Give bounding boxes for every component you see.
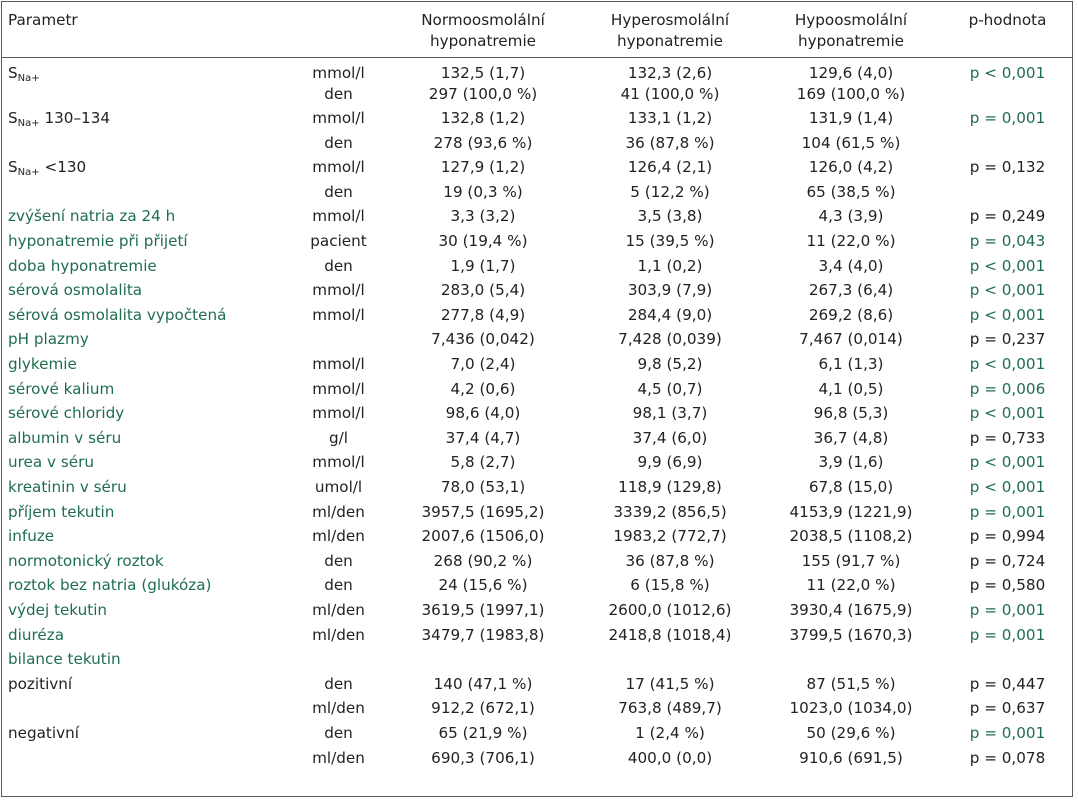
p-value: p = 0,994 — [969, 527, 1046, 546]
normo-value: 690,3 (706,1) — [431, 748, 535, 767]
sna-symbol: S — [8, 109, 18, 128]
results-table — [2, 2, 1072, 772]
normo-value: 5,8 (2,7) — [450, 453, 516, 472]
normo-value: 19 (0,3 %) — [443, 182, 523, 201]
param-cell: roztok bez natria (glukóza) — [8, 576, 212, 595]
normo-value: 1,9 (1,7) — [450, 256, 516, 275]
hyper-value: 400,0 (0,0) — [627, 748, 713, 767]
hypo-value: 4,1 (0,5) — [818, 379, 884, 398]
unit-cell: pacient — [310, 232, 367, 251]
sna-subscript: Na+ — [17, 72, 40, 84]
table-row — [2, 698, 1072, 723]
param-cell: urea v séru — [8, 453, 94, 472]
sna-subscript: Na+ — [17, 167, 40, 179]
sna-symbol: S — [8, 158, 18, 177]
param-cell: zvýšení natria za 24 h — [8, 207, 176, 226]
param-cell: příjem tekutin — [8, 502, 115, 521]
hypo-value: 11 (22,0 %) — [806, 576, 896, 595]
p-value: p = 0,580 — [969, 576, 1046, 595]
normo-value: 65 (21,9 %) — [438, 723, 528, 742]
hyper-value: 98,1 (3,7) — [632, 404, 708, 423]
unit-cell: den — [324, 576, 353, 595]
unit-cell: den — [324, 84, 353, 103]
header-group2-line2: hyponatremie — [616, 32, 724, 50]
param-cell — [2, 84, 292, 109]
unit-cell: umol/l — [314, 478, 363, 496]
unit-cell: den — [324, 674, 353, 693]
unit-cell: mmol/l — [312, 404, 365, 423]
p-value: p = 0,132 — [969, 158, 1046, 177]
hypo-value: 267,3 (6,4) — [808, 281, 894, 300]
hypo-value: 11 (22,0 %) — [806, 232, 896, 251]
p-value: p = 0,001 — [969, 502, 1046, 521]
table-row — [2, 551, 1072, 576]
hyper-value: 2418,8 (1018,4) — [608, 625, 732, 644]
table-row — [2, 182, 1072, 207]
p-value: p < 0,001 — [969, 256, 1046, 275]
hyper-value: 3339,2 (856,5) — [613, 502, 727, 521]
unit-cell: mmol/l — [312, 379, 365, 398]
normo-value: 3479,7 (1983,8) — [421, 625, 545, 644]
table-row — [2, 649, 1072, 674]
table-row — [2, 305, 1072, 330]
table-row — [2, 428, 1072, 453]
header-group2 — [581, 2, 759, 57]
unit-cell: mmol/l — [312, 207, 365, 226]
table-row — [2, 280, 1072, 305]
normo-value: 24 (15,6 %) — [438, 576, 528, 595]
p-value: p = 0,078 — [969, 748, 1046, 767]
header-row — [2, 2, 1072, 57]
p-value: p = 0,001 — [969, 625, 1046, 644]
unit-cell: den — [324, 182, 353, 201]
hyper-value: 5 (12,2 %) — [630, 182, 710, 201]
p-value: p = 0,237 — [969, 330, 1046, 349]
param-cell: pH plazmy — [8, 330, 89, 349]
hyper-value: 132,3 (2,6) — [627, 63, 713, 82]
unit-cell: ml/den — [312, 748, 365, 767]
param-cell: bilance tekutin — [8, 650, 121, 669]
hypo-value: 129,6 (4,0) — [808, 63, 894, 82]
hyper-value: 126,4 (2,1) — [627, 158, 713, 177]
normo-value: 912,2 (672,1) — [431, 699, 535, 718]
hyper-value: 6 (15,8 %) — [630, 576, 710, 595]
p-value — [943, 182, 1072, 207]
table-row — [2, 625, 1072, 650]
table-row — [2, 723, 1072, 748]
normo-value: 140 (47,1 %) — [433, 674, 533, 693]
hyper-value: 9,9 (6,9) — [637, 453, 703, 472]
p-value: p < 0,001 — [969, 305, 1046, 324]
p-value: p = 0,733 — [969, 428, 1046, 447]
hypo-value: 3799,5 (1670,3) — [789, 625, 913, 644]
header-group1-line1: Normoosmolální — [421, 11, 545, 29]
header-unit — [292, 2, 385, 57]
hyper-value: 1,1 (0,2) — [637, 256, 703, 275]
hypo-value: 96,8 (5,3) — [813, 404, 889, 423]
header-p-value: p-hodnota — [943, 2, 1072, 57]
hypo-value: 50 (29,6 %) — [806, 723, 896, 742]
unit-cell: den — [324, 723, 353, 742]
p-value: p = 0,724 — [969, 551, 1046, 570]
param-cell: infuze — [8, 527, 55, 546]
p-value: p = 0,001 — [969, 723, 1046, 742]
param-cell: pozitivní — [8, 674, 73, 693]
unit-cell: ml/den — [312, 699, 365, 718]
unit-cell: ml/den — [312, 502, 365, 521]
normo-value — [385, 649, 581, 674]
param-suffix: 130–134 — [39, 109, 111, 128]
normo-value: 278 (93,6 %) — [433, 133, 533, 152]
table-row — [2, 206, 1072, 231]
table-frame — [1, 1, 1073, 797]
p-value: p < 0,001 — [969, 63, 1046, 82]
unit-cell: den — [324, 256, 353, 275]
hyper-value: 3,5 (3,8) — [637, 207, 703, 226]
table-row — [2, 108, 1072, 133]
normo-value: 98,6 (4,0) — [445, 404, 521, 423]
normo-value: 132,8 (1,2) — [440, 109, 526, 128]
hypo-value: 1023,0 (1034,0) — [789, 699, 913, 718]
normo-value: 7,0 (2,4) — [450, 355, 516, 374]
hypo-value: 126,0 (4,2) — [808, 158, 894, 177]
hyper-value: 17 (41,5 %) — [625, 674, 715, 693]
normo-value: 3619,5 (1997,1) — [421, 600, 545, 619]
hyper-value: 1 (2,4 %) — [635, 723, 705, 742]
table-row — [2, 231, 1072, 256]
normo-value: 268 (90,2 %) — [433, 551, 533, 570]
table-row — [2, 379, 1072, 404]
hyper-value: 133,1 (1,2) — [627, 109, 713, 128]
unit-cell: mmol/l — [312, 281, 365, 300]
hyper-value: 9,8 (5,2) — [637, 355, 703, 374]
hypo-value: 169 (100,0 %) — [796, 84, 906, 103]
normo-value: 30 (19,4 %) — [438, 232, 528, 251]
hyper-value: 118,9 (129,8) — [618, 478, 722, 496]
normo-value: 37,4 (4,7) — [445, 428, 521, 447]
table-row — [2, 674, 1072, 699]
p-value: p < 0,001 — [969, 355, 1046, 374]
hypo-value: 269,2 (8,6) — [808, 305, 894, 324]
hypo-value: 155 (91,7 %) — [801, 551, 901, 570]
hypo-value: 65 (38,5 %) — [806, 182, 896, 201]
normo-value: 4,2 (0,6) — [450, 379, 516, 398]
param-cell: negativní — [8, 723, 79, 742]
p-value: p = 0,447 — [969, 674, 1046, 693]
param-cell — [2, 108, 292, 133]
normo-value: 7,436 (0,042) — [431, 330, 535, 349]
header-group3 — [759, 2, 943, 57]
table-row — [2, 477, 1072, 502]
hypo-value: 87 (51,5 %) — [806, 674, 896, 693]
table-row — [2, 748, 1072, 773]
header-group2-line1: Hyperosmolální — [610, 11, 730, 29]
hyper-value: 2600,0 (1012,6) — [608, 600, 732, 619]
hyper-value: 36 (87,8 %) — [625, 551, 715, 570]
param-cell — [2, 698, 292, 723]
param-cell: hyponatremie při přijetí — [8, 232, 188, 251]
param-cell: sérové chloridy — [8, 404, 125, 423]
param-cell: výdej tekutin — [8, 600, 108, 619]
p-value: p < 0,001 — [969, 478, 1046, 496]
normo-value: 3957,5 (1695,2) — [421, 502, 545, 521]
hyper-value: 15 (39,5 %) — [625, 232, 715, 251]
param-cell — [2, 133, 292, 158]
hyper-value: 284,4 (9,0) — [627, 305, 713, 324]
table-row — [2, 600, 1072, 625]
p-value: p < 0,001 — [969, 404, 1046, 423]
p-value: p = 0,043 — [969, 232, 1046, 251]
hypo-value: 131,9 (1,4) — [808, 109, 894, 128]
table-row — [2, 526, 1072, 551]
param-cell: sérová osmolalita — [8, 281, 143, 300]
param-cell: sérová osmolalita vypočtená — [8, 305, 227, 324]
header-group3-line2: hyponatremie — [797, 32, 905, 50]
hypo-value: 4153,9 (1221,9) — [789, 502, 913, 521]
sna-subscript: Na+ — [17, 118, 40, 130]
hypo-value: 3,9 (1,6) — [818, 453, 884, 472]
hypo-value: 104 (61,5 %) — [801, 133, 901, 152]
table-row — [2, 575, 1072, 600]
table-row — [2, 452, 1072, 477]
table-row — [2, 403, 1072, 428]
param-cell — [2, 157, 292, 182]
unit-cell: mmol/l — [312, 355, 365, 374]
table-body — [2, 57, 1072, 772]
hypo-value: 2038,5 (1108,2) — [789, 527, 913, 546]
table-row — [2, 57, 1072, 84]
param-cell — [2, 57, 292, 84]
unit-cell: ml/den — [312, 625, 365, 644]
table-row — [2, 133, 1072, 158]
unit-cell: mmol/l — [312, 453, 365, 472]
hypo-value: 6,1 (1,3) — [818, 355, 884, 374]
p-value: p = 0,249 — [969, 207, 1046, 226]
param-cell — [2, 182, 292, 207]
hyper-value: 303,9 (7,9) — [627, 281, 713, 300]
hypo-value: 67,8 (15,0) — [808, 478, 894, 496]
table-row — [2, 256, 1072, 281]
unit-cell: mmol/l — [312, 109, 365, 128]
hyper-value: 37,4 (6,0) — [632, 428, 708, 447]
hyper-value: 36 (87,8 %) — [625, 133, 715, 152]
unit-cell: den — [324, 551, 353, 570]
normo-value: 127,9 (1,2) — [440, 158, 526, 177]
hypo-value: 910,6 (691,5) — [799, 748, 903, 767]
param-cell: kreatinin v séru — [8, 478, 127, 496]
unit-cell — [292, 329, 385, 354]
unit-cell: mmol/l — [312, 305, 365, 324]
hypo-value: 36,7 (4,8) — [813, 428, 889, 447]
param-cell: doba hyponatremie — [8, 256, 157, 275]
p-value: p = 0,001 — [969, 109, 1046, 128]
p-value — [943, 133, 1072, 158]
header-group1 — [385, 2, 581, 57]
hyper-value — [581, 649, 759, 674]
normo-value: 132,5 (1,7) — [440, 63, 526, 82]
p-value — [943, 649, 1072, 674]
unit-cell: g/l — [329, 428, 348, 447]
hypo-value: 3,4 (4,0) — [818, 256, 884, 275]
p-value: p < 0,001 — [969, 453, 1046, 472]
table-row — [2, 329, 1072, 354]
hypo-value — [759, 649, 943, 674]
hyper-value: 1983,2 (772,7) — [613, 527, 727, 546]
hypo-value: 7,467 (0,014) — [799, 330, 903, 349]
param-suffix: <130 — [39, 158, 87, 177]
p-value: p = 0,001 — [969, 600, 1046, 619]
param-cell: diuréza — [8, 625, 65, 644]
param-cell: normotonický roztok — [8, 551, 164, 570]
table-row — [2, 84, 1072, 109]
p-value — [943, 84, 1072, 109]
normo-value: 3,3 (3,2) — [450, 207, 516, 226]
hypo-value: 3930,4 (1675,9) — [789, 600, 913, 619]
sna-symbol: S — [8, 63, 18, 82]
normo-value: 283,0 (5,4) — [440, 281, 526, 300]
normo-value: 2007,6 (1506,0) — [421, 527, 545, 546]
param-cell: sérové kalium — [8, 379, 115, 398]
hypo-value: 4,3 (3,9) — [818, 207, 884, 226]
p-value: p < 0,001 — [969, 281, 1046, 300]
hyper-value: 7,428 (0,039) — [618, 330, 722, 349]
unit-cell — [292, 649, 385, 674]
hyper-value: 4,5 (0,7) — [637, 379, 703, 398]
header-group3-line1: Hypoosmolální — [794, 11, 908, 29]
hyper-value: 763,8 (489,7) — [618, 699, 722, 718]
normo-value: 277,8 (4,9) — [440, 305, 526, 324]
normo-value: 78,0 (53,1) — [440, 478, 526, 496]
p-value: p = 0,637 — [969, 699, 1046, 718]
table-row — [2, 354, 1072, 379]
table-row — [2, 502, 1072, 527]
unit-cell: mmol/l — [312, 158, 365, 177]
param-cell — [2, 748, 292, 773]
unit-cell: mmol/l — [312, 63, 365, 82]
param-cell: glykemie — [8, 355, 77, 374]
unit-cell: ml/den — [312, 527, 365, 546]
p-value: p = 0,006 — [969, 379, 1046, 398]
unit-cell: ml/den — [312, 600, 365, 619]
unit-cell: den — [324, 133, 353, 152]
param-cell: albumin v séru — [8, 428, 122, 447]
table-row — [2, 157, 1072, 182]
hyper-value: 41 (100,0 %) — [620, 84, 720, 103]
header-group1-line2: hyponatremie — [429, 32, 537, 50]
header-param: Parametr — [2, 2, 292, 57]
normo-value: 297 (100,0 %) — [428, 84, 538, 103]
